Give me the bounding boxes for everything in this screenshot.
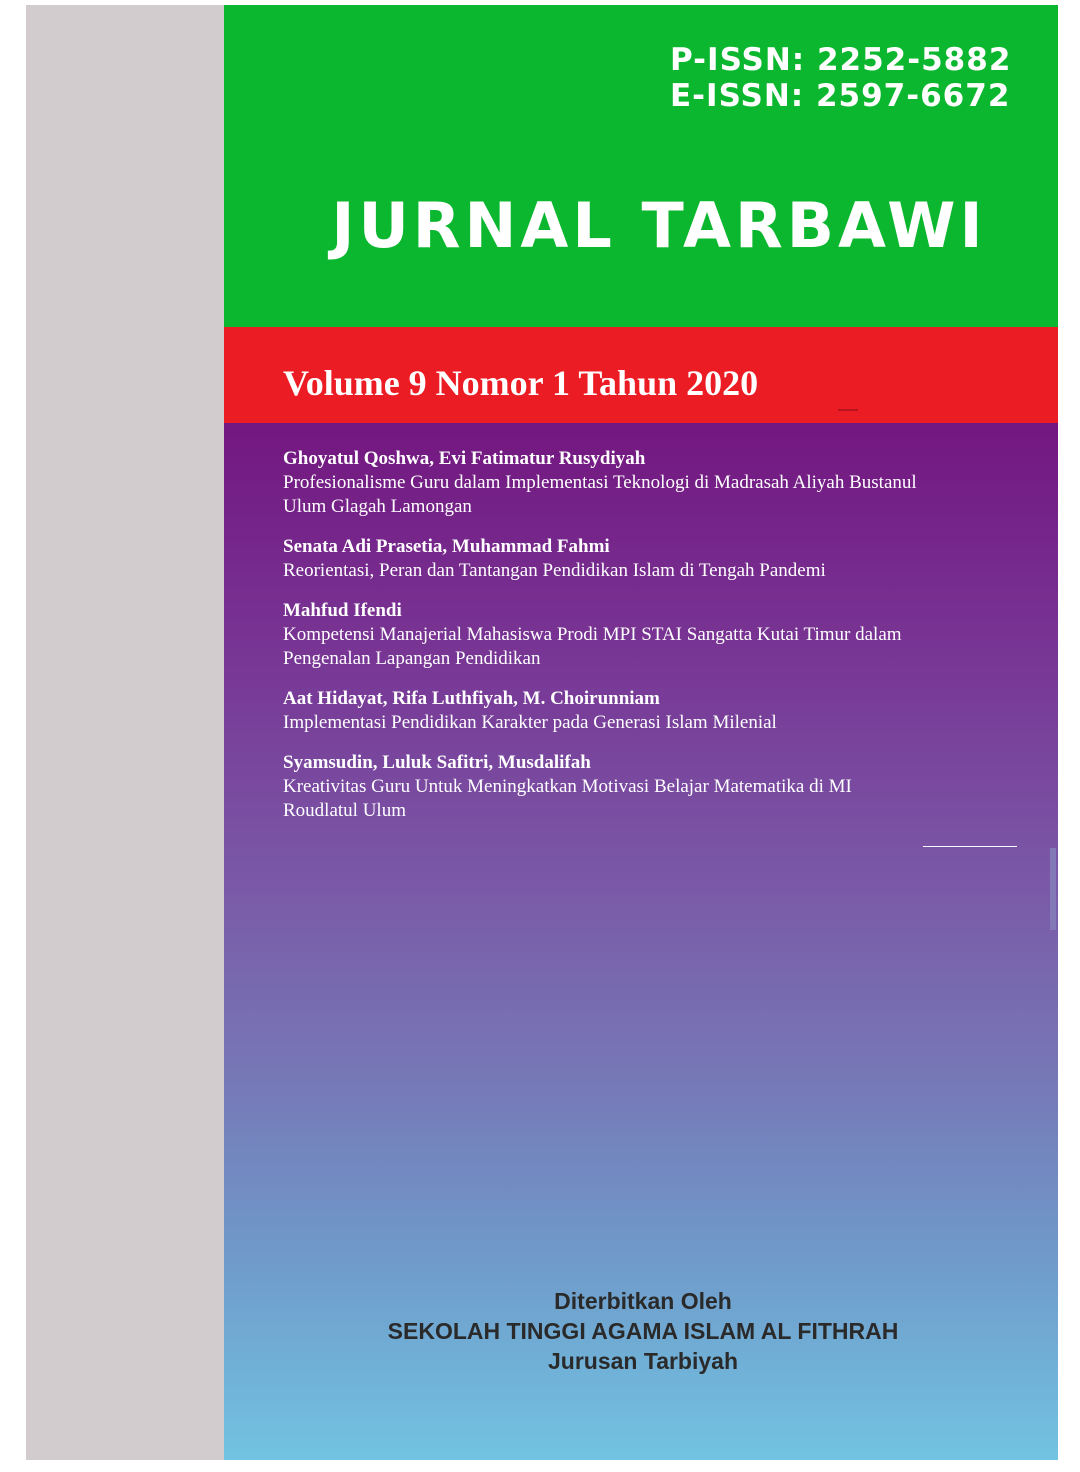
e-issn: E-ISSN: 2597-6672 — [670, 78, 1011, 114]
article-title: Kompetensi Manajerial Mahasiswa Prodi MPI STAI Sangatta Kutai Timur dalam Pengenalan Lapangan Pendidikan — [283, 624, 902, 669]
journal-title: JURNAL TARBAWI — [331, 189, 987, 262]
decorative-rule — [923, 846, 1017, 847]
article-item — [283, 535, 923, 583]
publisher-institution: SEKOLAH TINGGI AGAMA ISLAM AL FITHRAH — [387, 1318, 899, 1344]
article-title: Kreativitas Guru Untuk Meningkatkan Motivasi Belajar Matematika di MI Roudlatul Ulum — [283, 776, 852, 821]
volume-issue: Volume 9 Nomor 1 Tahun 2020 — [283, 363, 759, 403]
article-item — [283, 447, 923, 519]
article-authors: Ghoyatul Qoshwa, Evi Fatimatur Rusydiyah — [283, 448, 646, 469]
article-title: Profesionalisme Guru dalam Implementasi Teknologi di Madrasah Aliyah Bustanul Ulum Glagah Lamongan — [283, 472, 917, 517]
band-mark — [838, 409, 858, 411]
article-item — [283, 599, 923, 671]
article-authors: Aat Hidayat, Rifa Luthfiyah, M. Choirunniam — [283, 688, 660, 709]
article-title: Implementasi Pendidikan Karakter pada Generasi Islam Milenial — [283, 712, 777, 733]
publisher-department: Jurusan Tarbiyah — [547, 1348, 739, 1374]
publisher-block — [224, 1286, 1058, 1376]
article-authors: Mahfud Ifendi — [283, 600, 402, 621]
publisher-label: Diterbitkan Oleh — [554, 1288, 732, 1314]
cover-spine — [26, 5, 224, 1460]
article-title: Reorientasi, Peran dan Tantangan Pendidikan Islam di Tengah Pandemi — [283, 560, 826, 581]
article-authors: Syamsudin, Luluk Safitri, Musdalifah — [283, 752, 591, 773]
article-list — [283, 447, 923, 839]
article-item — [283, 687, 923, 735]
p-issn: P-ISSN: 2252-5882 — [670, 42, 1012, 78]
edge-mark — [1050, 848, 1056, 930]
article-item — [283, 751, 923, 823]
article-authors: Senata Adi Prasetia, Muhammad Fahmi — [283, 536, 610, 557]
